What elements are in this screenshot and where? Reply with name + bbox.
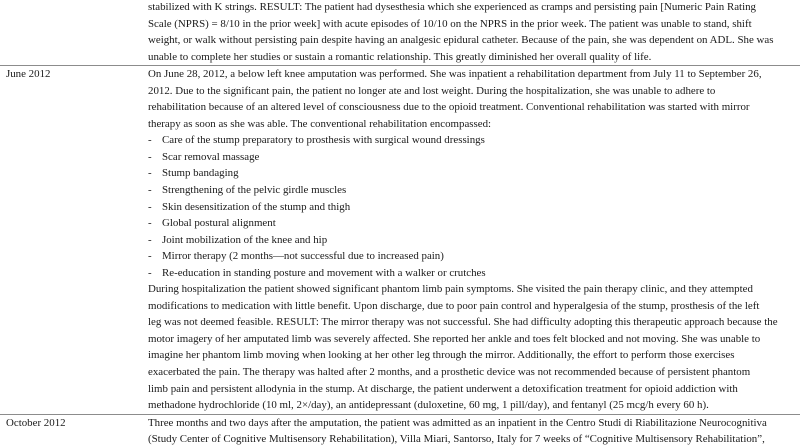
text-line: On June 28, 2012, a below left knee amputation was performed. She was inpatient a rehabilitation department from July 11 to September 26, [148,68,762,81]
list-dash: - [148,150,152,163]
text-line: stabilized with K strings. RESULT: The patient had dysesthesia which she experienced as cramps and persisting pain [Numeric Pain Rating [148,1,756,13]
description-cell [143,66,800,414]
text-line: motor imagery of her amputated limb was severely affected. She reported her ankle and toes felt blocked and not moving. She was unable to [148,332,761,345]
list-item-text: Re-education in standing posture and movement with a walker or crutches [162,266,486,279]
list-item-text: Global postural alignment [162,217,276,230]
text-line: imagine her phantom limb moving when looking at her other leg through the mirror. Additionally, the effort to perform those exercises [148,349,735,362]
list-item-text: Stump bandaging [162,167,239,180]
list-item [148,182,796,199]
list-item [148,149,796,166]
text-line: During hospitalization the patient showed significant phantom limb pain symptoms. She visited the pain therapy clinic, and they attempted [148,283,753,296]
list-item [148,165,796,182]
list-dash: - [148,200,152,213]
list-item-text: Scar removal massage [162,150,260,163]
text-line: 2012. Due to the significant pain, the patient no longer ate and lost weight. During the hospitalization, she was unable to adhere to [148,84,716,97]
table-row [0,414,800,448]
text-line: unable to complete her studies or sustain a romantic relationship. This greatly diminished her overall quality of life. [148,50,652,63]
list-item-text: Mirror therapy (2 months—not successful due to increased pain) [162,250,444,263]
list-dash: - [148,184,152,197]
table-row [0,66,800,414]
list-dash: - [148,134,152,147]
text-line: methadone hydrochloride (10 ml, 2×/day), an antidepressant (duloxetine, 60 mg, 1 pill/day), and fentanyl (25 mcg/h every 60 h). [148,399,709,412]
list-item [148,232,796,249]
description-cell [143,0,800,66]
table-row [0,0,800,66]
text-line: (Study Center of Cognitive Multisensory Rehabilitation), Villa Miari, Santorso, Italy for 7 weeks of “Cognitive Multisensory Rehabilitation”, [148,433,765,446]
text-line: weight, or walk without persisting pain despite having an analgesic epidural catheter. Because of the pain, she was dependent on ADL. She was [148,34,774,47]
list-dash: - [148,167,152,180]
text-line: Three months and two days after the amputation, the patient was admitted as an inpatient in the Centro Studi di Riabilitazione Neurocognitiva [148,416,767,429]
list-item [148,199,796,216]
date-cell [0,0,143,66]
list-item-text: Skin desensitization of the stump and thigh [162,200,351,213]
date-cell: June 2012 [0,66,143,414]
list-dash: - [148,233,152,246]
text-line: Scale (NPRS) = 8/10 in the prior week] with acute episodes of 10/10 on the NPRS in the prior week. The patient was unable to stand, shift [148,17,752,30]
text-line: exacerbated the pain. The therapy was halted after 2 months, and a prosthetic device was not recommended because of persistent phantom [148,366,751,379]
list-item [148,248,796,265]
text-line: therapy as soon as she was able. The conventional rehabilitation encompassed: [148,117,492,130]
text-line: rehabilitation because of an altered level of consciousness due to the opioid treatment. Conventional rehabilitation was started with mirror [148,101,750,114]
list-item-text: Strengthening of the pelvic girdle muscles [162,184,347,197]
list-item [148,215,796,232]
list-item-text: Care of the stump preparatory to prosthesis with surgical wound dressings [162,134,485,147]
list-dash: - [148,217,152,230]
text-line: limb pain and persistent allodynia in the stump. At discharge, the patient underwent a detoxification treatment for opioid addiction with [148,382,738,395]
list-item [148,265,796,282]
list-dash: - [148,266,152,279]
date-cell: October 2012 [0,414,143,448]
list-item [148,132,796,149]
description-cell [143,414,800,448]
list-item-text: Joint mobilization of the knee and hip [162,233,328,246]
list-dash: - [148,250,152,263]
text-line: leg was not deemed feasible. RESULT: The mirror therapy was not successful. She had difficulty adopting this therapeutic approach because the [148,316,778,329]
text-line: modifications to medication with little benefit. Upon discharge, due to poor pain control and hyperalgesia of the stump, prosthesis of the left [148,299,760,312]
